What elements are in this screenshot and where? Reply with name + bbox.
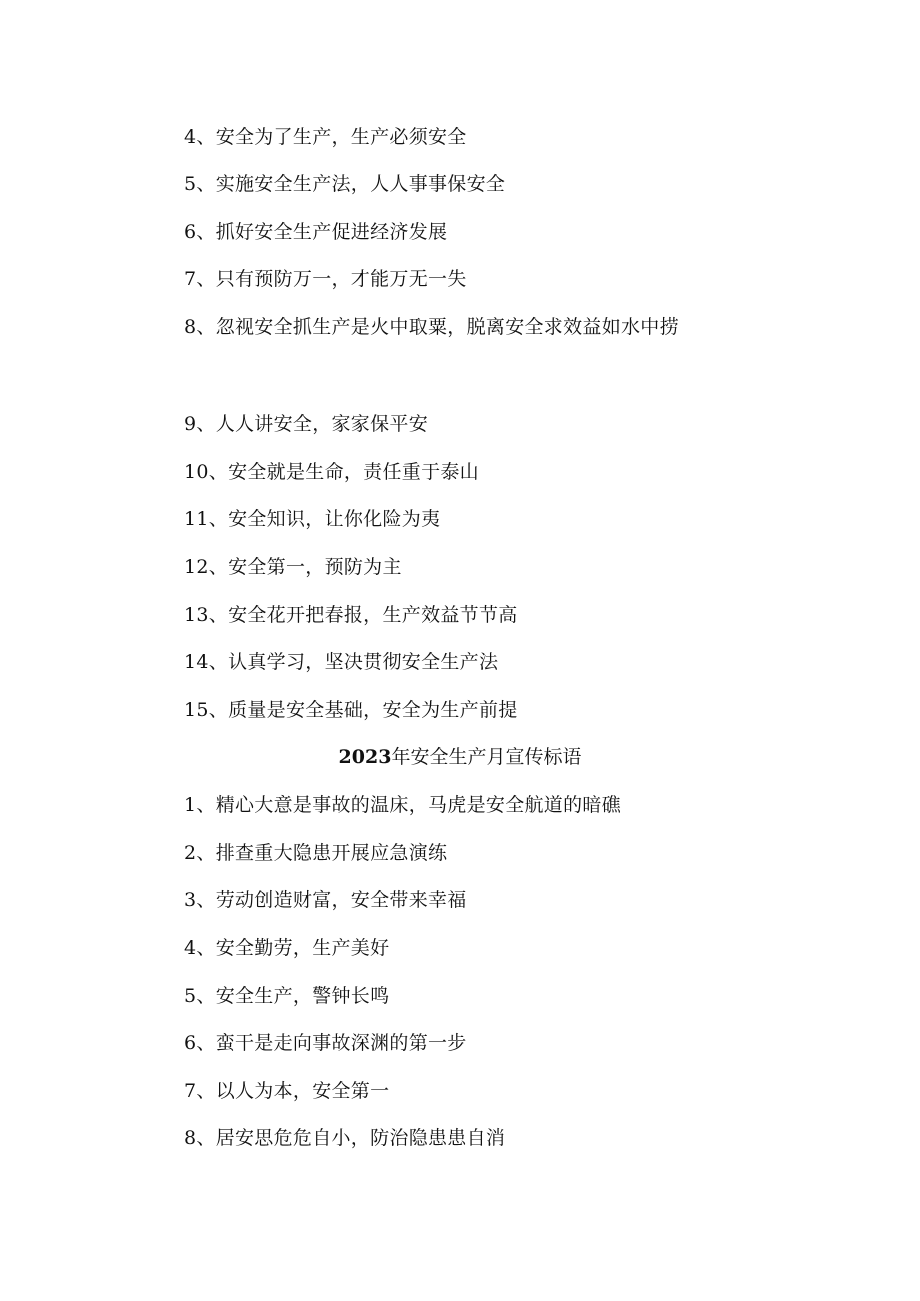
slogan-line: 9、人人讲安全，家家保平安 (184, 413, 428, 435)
slogan-line: 5、安全生产，警钟长鸣 (184, 985, 390, 1007)
section-title-year: 2023 (338, 746, 392, 768)
slogan-line: 3、劳动创造财富，安全带来幸福 (184, 889, 467, 911)
slogan-line: 12、安全第一，预防为主 (184, 556, 402, 578)
slogan-line: 4、安全勤劳，生产美好 (184, 937, 390, 959)
slogan-line: 2、排查重大隐患开展应急演练 (184, 842, 448, 864)
section-title (0, 745, 920, 769)
slogan-line: 6、抓好安全生产促进经济发展 (184, 221, 448, 243)
slogan-line: 14、认真学习，坚决贯彻安全生产法 (184, 651, 499, 673)
slogan-line: 15、质量是安全基础，安全为生产前提 (184, 699, 518, 721)
slogan-line: 11、安全知识，让你化险为夷 (184, 508, 441, 530)
slogan-line: 10、安全就是生命，责任重于泰山 (184, 461, 479, 483)
slogan-line: 4、安全为了生产，生产必须安全 (184, 126, 467, 148)
section-title-text: 年安全生产月宣传标语 (391, 746, 582, 768)
slogan-line: 5、实施安全生产法，人人事事保安全 (184, 173, 506, 195)
slogan-line: 13、安全花开把春报，生产效益节节高 (184, 604, 518, 626)
slogan-line: 6、蛮干是走向事故深渊的第一步 (184, 1032, 467, 1054)
slogan-line: 8、忽视安全抓生产是火中取粟，脱离安全求效益如水中捞 (184, 316, 679, 338)
slogan-line: 8、居安思危危自小，防治隐患患自消 (184, 1127, 506, 1149)
slogan-line: 1、精心大意是事故的温床，马虎是安全航道的暗礁 (184, 794, 621, 816)
slogan-line: 7、以人为本，安全第一 (184, 1080, 390, 1102)
slogan-line: 7、只有预防万一，才能万无一失 (184, 268, 467, 290)
